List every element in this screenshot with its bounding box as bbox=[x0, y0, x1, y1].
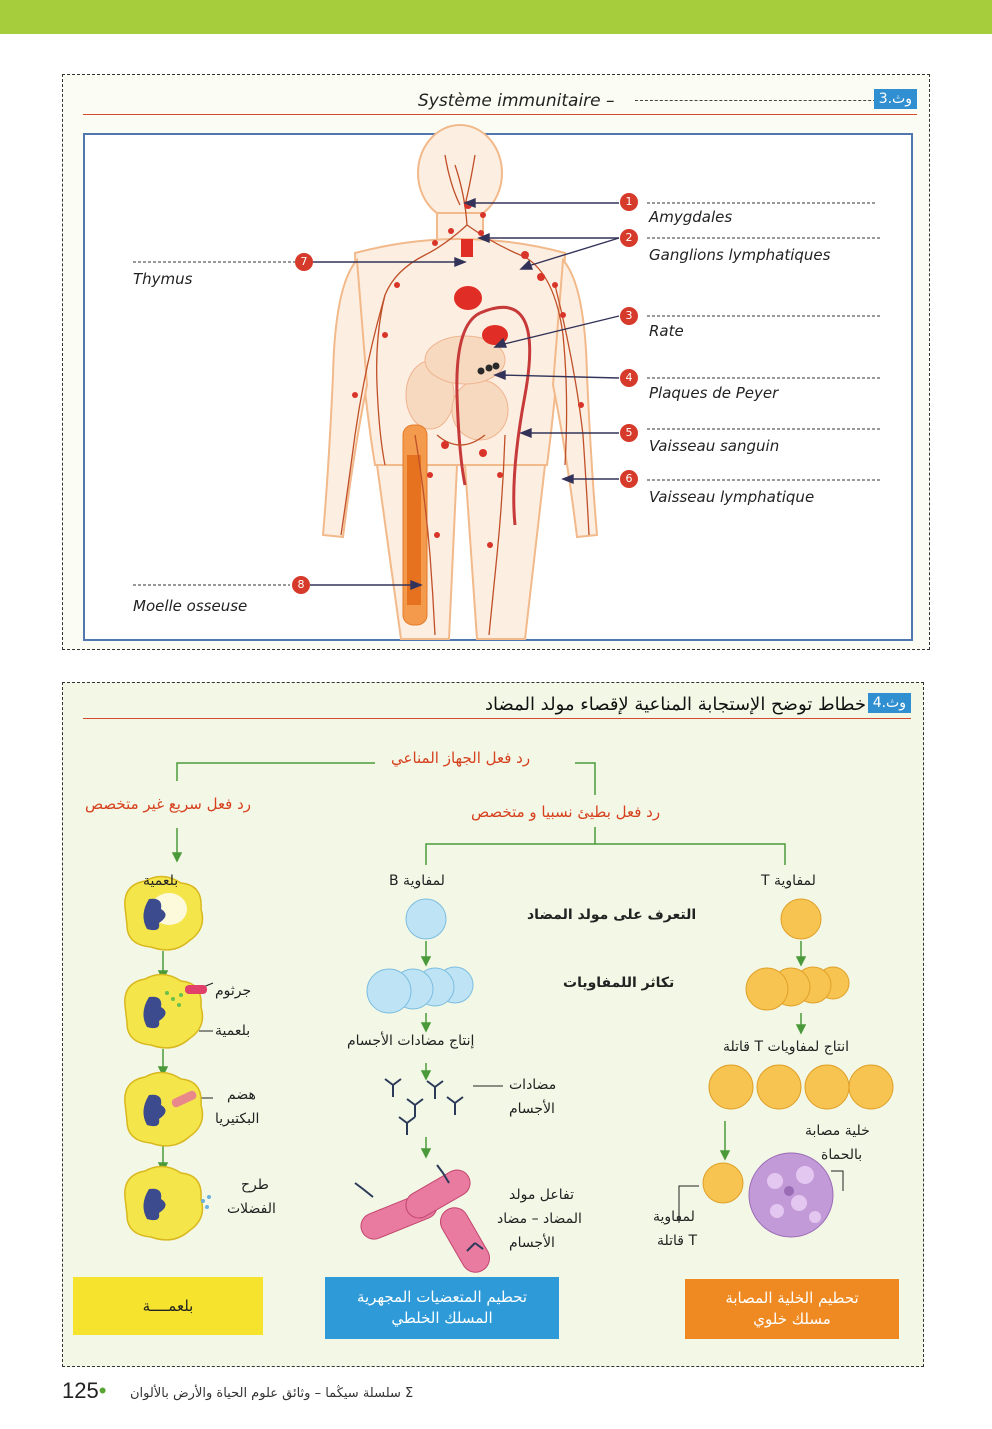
waste-label-1: طرح bbox=[241, 1177, 269, 1193]
marker-3: 3 bbox=[620, 307, 638, 325]
thymus-organ bbox=[461, 239, 473, 257]
killer-t-label-1: لمفاوية bbox=[653, 1209, 695, 1225]
antibodies-label-1: مضادات bbox=[509, 1077, 557, 1093]
humoral-pathway-box bbox=[325, 1277, 559, 1339]
document-4-title: خطاط توضح الإستجابة المناعية لإقصاء مولد المضاد bbox=[484, 694, 866, 715]
infected-cell bbox=[749, 1153, 833, 1237]
digest-label-2: البكتيريا bbox=[215, 1111, 260, 1127]
document-4-badge: وث.4 bbox=[868, 693, 911, 713]
label-amygdales: Amygdales bbox=[649, 208, 733, 226]
marker-5: 5 bbox=[620, 424, 638, 442]
killer-t-label-2: T قاتلة bbox=[657, 1233, 698, 1249]
label-moelle: Moelle osseuse bbox=[133, 597, 248, 615]
marker-4: 4 bbox=[620, 369, 638, 387]
document-4-panel bbox=[62, 682, 924, 1367]
immune-system-figure bbox=[83, 133, 913, 641]
killer-t-production-label: انتاج لمفاويات T قاتلة bbox=[723, 1039, 850, 1055]
document-3-title: Système immunitaire – bbox=[418, 91, 615, 111]
bacteria-antibody-complex bbox=[355, 1165, 495, 1277]
antibodies-label-2: الأجسام bbox=[509, 1101, 555, 1117]
t-lymphocyte-heading: لمفاوية T bbox=[761, 873, 816, 889]
label-rate: Rate bbox=[649, 322, 684, 340]
document-3-badge: وث.3 bbox=[874, 89, 917, 109]
marker-8: 8 bbox=[292, 576, 310, 594]
waste-label-2: الفضلات bbox=[227, 1201, 276, 1217]
marker-7: 7 bbox=[295, 253, 313, 271]
label-lymphatique: Vaisseau lymphatique bbox=[649, 488, 815, 506]
cellular-box-line-2: مسلك خلوي bbox=[753, 1310, 831, 1328]
marker-1: 1 bbox=[620, 193, 638, 211]
label-peyer: Plaques de Peyer bbox=[649, 384, 779, 402]
cellular-pathway-box bbox=[685, 1279, 899, 1339]
fast-response-label: رد فعل سريع غير متخصص bbox=[85, 795, 252, 813]
infected-cell-label-1: خلية مصابة bbox=[805, 1123, 870, 1139]
recognition-label: التعرف على مولد المضاد bbox=[527, 907, 697, 923]
phagocytosis-box bbox=[73, 1277, 263, 1335]
label-ganglions: Ganglions lymphatiques bbox=[649, 246, 831, 264]
footer-series-title: Σ سلسلة سيڭما – وثائق علوم الحياة والأرض بالألوان bbox=[130, 1386, 414, 1401]
reaction-label-1: تفاعل مولد bbox=[509, 1187, 574, 1203]
phagocyte-cells bbox=[125, 876, 211, 1239]
page-number: 125• bbox=[62, 1378, 107, 1403]
document-3-panel bbox=[62, 74, 930, 650]
top-color-bar bbox=[0, 0, 992, 34]
proliferation-label: تكاثر اللمفاويات bbox=[563, 975, 675, 991]
antibody-production-label: إنتاج مضادات الأجسام bbox=[347, 1033, 475, 1049]
humoral-box-line-2: المسلك الخلطي bbox=[391, 1309, 493, 1327]
germ-label: جرثوم bbox=[215, 983, 252, 999]
humoral-box-line-1: تحطيم المتعضيات المجهرية bbox=[356, 1288, 528, 1306]
phagocyte-heading: بلعمية bbox=[143, 873, 179, 889]
label-sanguin: Vaisseau sanguin bbox=[649, 437, 780, 455]
digest-label-1: هضم bbox=[227, 1087, 256, 1103]
human-body-illustration bbox=[85, 135, 911, 639]
cellular-box-line-1: تحطيم الخلية المصابة bbox=[725, 1289, 859, 1307]
antibodies bbox=[385, 1079, 463, 1135]
infected-cell-label-2: بالحماة bbox=[821, 1147, 863, 1163]
label-thymus: Thymus bbox=[133, 270, 193, 288]
root-label: رد فعل الجهاز المناعي bbox=[391, 749, 531, 767]
marker-2: 2 bbox=[620, 229, 638, 247]
slow-response-label: رد فعل بطيئ نسبيا و متخصص bbox=[471, 803, 661, 821]
reaction-label-2: المضاد – مضاد bbox=[497, 1211, 582, 1227]
flow-connectors bbox=[63, 683, 923, 1366]
reaction-label-3: الأجسام bbox=[509, 1235, 555, 1251]
phagocyte-label: بلعمية bbox=[215, 1023, 251, 1039]
b-lymphocytes bbox=[367, 899, 473, 1013]
document-3-title-bar bbox=[83, 87, 917, 115]
phagocytosis-box-label: بلعمــــة bbox=[142, 1296, 194, 1315]
b-lymphocyte-heading: لمفاوية B bbox=[389, 873, 445, 889]
marker-6: 6 bbox=[620, 470, 638, 488]
